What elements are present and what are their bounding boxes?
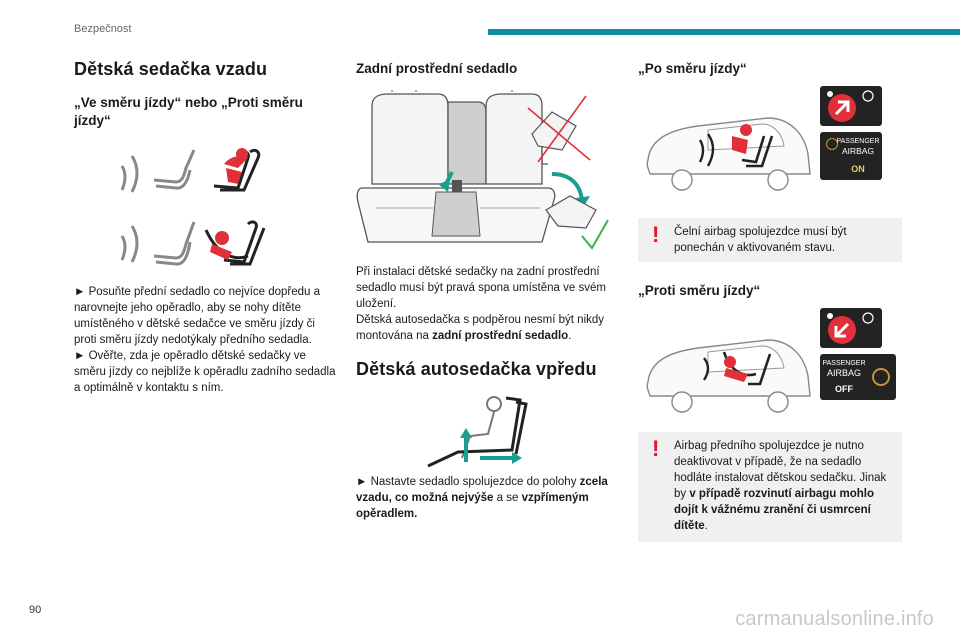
text-bold: zadní prostřední sedadlo	[432, 330, 569, 342]
bullet-marker: ►	[356, 476, 368, 488]
airbag-symbol-forward	[820, 86, 882, 126]
child-seat-warning-icon	[872, 368, 890, 386]
seat-illustration	[74, 146, 336, 274]
column-middle	[356, 58, 620, 522]
rear-middle-paragraph-1: Při instalaci dětské sedačky na zadní prostřední sedadlo musí být pravá spona umístěna ve svém uložení.	[356, 266, 606, 310]
subtitle-direction: „Ve směru jízdy“ nebo „Proti směru jízdy“	[74, 95, 303, 128]
column-left	[74, 58, 336, 396]
section-header: Bezpečnost	[74, 23, 132, 35]
bullet-marker: ►	[74, 286, 86, 298]
badge-off-line2: AIRBAG	[826, 368, 861, 378]
rear-bench-illustration	[356, 88, 620, 256]
bullet-marker: ►	[74, 350, 86, 362]
column-right	[638, 58, 902, 542]
forward-facing-illustration	[638, 86, 902, 202]
badge-on-state: ON	[851, 164, 865, 174]
text-bold: vzpřímeným opěradlem	[356, 492, 589, 520]
instruction-paragraph-1	[74, 284, 336, 348]
text-run: .	[568, 330, 572, 342]
text-bold: zcela vzadu, co možná nejvýše	[356, 476, 608, 504]
seat-illustration-pair	[74, 146, 336, 274]
warning-box-rear	[638, 432, 902, 542]
airbag-arrow-up-icon	[820, 86, 882, 126]
instruction-paragraph-2	[74, 348, 336, 396]
car-rear-seat-image	[638, 322, 818, 434]
rear-bench-seat-image	[356, 88, 620, 256]
watermark: carmanualsonline.info	[735, 608, 934, 630]
text-run: Dětská autosedačka s podpěrou nesmí být nikdy montována na	[356, 314, 605, 342]
badge-on-line1: PASSENGER	[836, 138, 880, 145]
instruction-text: Ověřte, zda je opěradlo dětské sedačky ve směru jízdy co nejblíže k opěradlu zadního sedadla a optimálně v kontaktu s ním.	[74, 350, 336, 394]
header-accent-bar	[488, 29, 960, 35]
rear-facing-illustration	[638, 308, 902, 420]
text-run: a se	[493, 492, 522, 504]
title-rear-facing: „Proti směru jízdy“	[638, 283, 761, 298]
warning-box-forward	[638, 218, 902, 262]
title-forward-facing: „Po směru jízdy“	[638, 61, 747, 76]
warning-icon: !	[652, 222, 660, 247]
title-front-child-seat: Dětská autosedačka vpředu	[356, 359, 597, 379]
title-rear-child-seat: Dětská sedačka vzadu	[74, 59, 268, 79]
airbag-symbol-rear	[820, 308, 882, 348]
warning-text: Čelní airbag spolujezdce musí být ponechán v aktivovaném stavu.	[674, 226, 847, 254]
front-seat-instruction	[356, 474, 620, 522]
text-run: Nastavte sedadlo spolujezdce do polohy	[367, 476, 580, 488]
front-seat-adjust-illustration	[356, 392, 620, 470]
car-forward-seat-image	[638, 100, 818, 216]
title-rear-middle-seat: Zadní prostřední sedadlo	[356, 61, 518, 76]
badge-off-state: OFF	[835, 384, 853, 394]
passenger-airbag-on-badge	[820, 132, 882, 180]
warning-icon: !	[652, 436, 660, 461]
instruction-text: Posuňte přední sedadlo co nejvíce dopředu a narovnejte jeho opěradlo, aby se nohy dítěte umístěného v dětské sedačce ve směru jízdy či proti směru jízdy nedotýkaly předního sedadla.	[74, 286, 321, 346]
rear-middle-paragraph-2	[356, 312, 620, 344]
badge-off-line1: PASSENGER	[822, 360, 866, 367]
text-bold: .	[414, 508, 418, 520]
front-seat-adjust-image	[356, 392, 620, 470]
warning-text-bold: v případě rozvinutí airbagu mohlo dojít k vážnému zranění či usmrcení dítěte	[674, 488, 875, 532]
badge-on-line2: AIRBAG	[841, 146, 875, 156]
airbag-arrow-down-icon	[820, 308, 882, 348]
passenger-airbag-off-badge	[820, 354, 896, 400]
page-number: 90	[29, 604, 42, 616]
warning-text: Airbag předního spolujezdce je nutno deaktivovat v případě, že na sedadlo hodláte instalovat dětskou sedačku. Jinak by	[674, 440, 887, 500]
warning-text: .	[704, 520, 708, 532]
